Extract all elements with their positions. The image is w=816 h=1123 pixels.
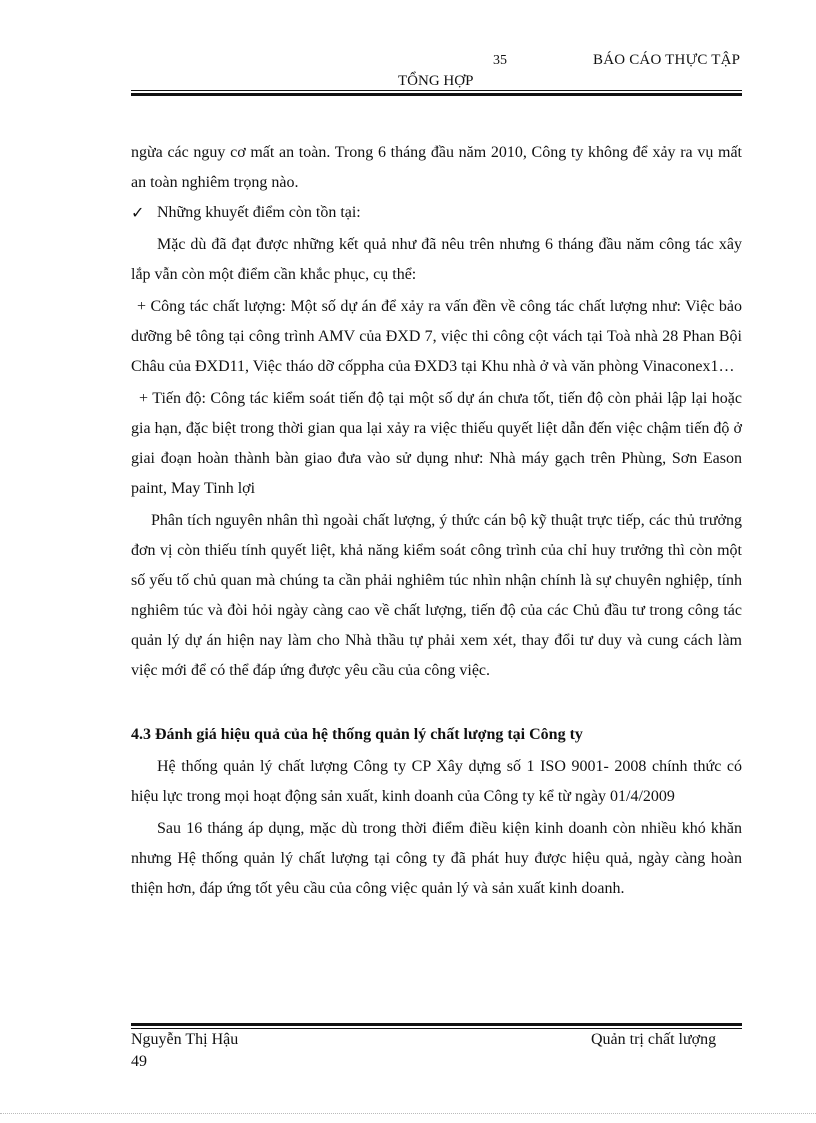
checkmark-icon: ✓ <box>131 205 145 222</box>
page-bottom-dotted-border <box>0 1113 816 1114</box>
footer-rule-thick <box>131 1023 742 1026</box>
footer-page-number: 49 <box>131 1053 147 1070</box>
bullet-line <box>131 198 742 228</box>
paragraph-safety: ngừa các nguy cơ mất an toàn. Trong 6 tháng đầu năm 2010, Công ty không để xảy ra vụ mất an toàn nghiêm trọng nào. <box>131 144 742 191</box>
bullet-heading: Những khuyết điểm còn tồn tại: <box>157 204 361 221</box>
paragraph-analysis: Phân tích nguyên nhân thì ngoài chất lượng, ý thức cán bộ kỹ thuật trực tiếp, các thủ trưởng đơn vị còn thiếu tính quyết liệt, khả năng kiểm soát công trình của chỉ huy trưởng thì còn một số yếu tố chủ quan mà chúng ta cần phải nghiêm túc nhìn nhận chính là sự chuyên nghiệp, tính nghiêm túc và đòi hỏi ngày càng cao về chất lượng, tiến độ của các Chủ đầu tư trong công tác quản lý dự án hiện nay làm cho Nhà thầu tự phải xem xét, thay đổi tư duy và cung cách làm việc mới để có thể đáp ứng được yêu cầu của công việc. <box>131 512 742 679</box>
paragraph-progress: + Tiến độ: Công tác kiểm soát tiến độ tại một số dự án chưa tốt, tiến độ còn phải lập lại hoặc gia hạn, đặc biệt trong thời gian qua lại xảy ra việc thiếu quyết liệt dẫn đến việc chậm tiến độ ở giai đoạn hoàn thành bàn giao đưa vào sử dụng như: Nhà máy gạch trên Phùng, Sơn Eason paint, May Tinh lợi <box>131 390 742 497</box>
paragraph-quality: + Công tác chất lượng: Một số dự án để xảy ra vấn đền về công tác chất lượng như: Việc bảo dưỡng bê tông tại công trình AMV của ĐXD 7, việc thi công cột vách tại Toà nhà 28 Phan Bội Châu của ĐXD11, Việc tháo dỡ cốppha của ĐXD3 tại Khu nhà ở và văn phòng Vinaconex1… <box>131 298 742 375</box>
paragraph-shortcomings: Mặc dù đã đạt được những kết quả như đã nêu trên nhưng 6 tháng đầu năm công tác xây lắp vẫn còn một điểm cần khắc phục, cụ thể: <box>131 236 742 283</box>
footer-rule-thin <box>131 1028 742 1029</box>
footer-subject: Quản trị chất lượng <box>591 1031 717 1048</box>
header-title: BÁO CÁO THỰC TẬP <box>593 52 741 68</box>
paragraph-effectiveness: Sau 16 tháng áp dụng, mặc dù trong thời điểm điều kiện kinh doanh còn nhiều khó khăn nhưng Hệ thống quản lý chất lượng tại công ty đã phát huy được hiệu quả, ngày càng hoàn thiện hơn, đáp ứng tốt yêu cầu của công việc quản lý và sản xuất kinh doanh. <box>131 820 742 897</box>
header-subtitle: TỔNG HỢP <box>398 73 474 89</box>
document-body <box>131 138 742 904</box>
header-rule-thin <box>131 90 742 91</box>
header-page-number: 35 <box>493 53 507 68</box>
footer-author: Nguyễn Thị Hậu <box>131 1031 239 1048</box>
header-rule-thick <box>131 93 742 96</box>
section-heading: 4.3 Đánh giá hiệu quả của hệ thống quản lý chất lượng tại Công ty <box>131 726 583 743</box>
paragraph-iso: Hệ thống quản lý chất lượng Công ty CP Xây dựng số 1 ISO 9001- 2008 chính thức có hiệu lực trong mọi hoạt động sản xuất, kinh doanh của Công ty kể từ ngày 01/4/2009 <box>131 758 742 805</box>
